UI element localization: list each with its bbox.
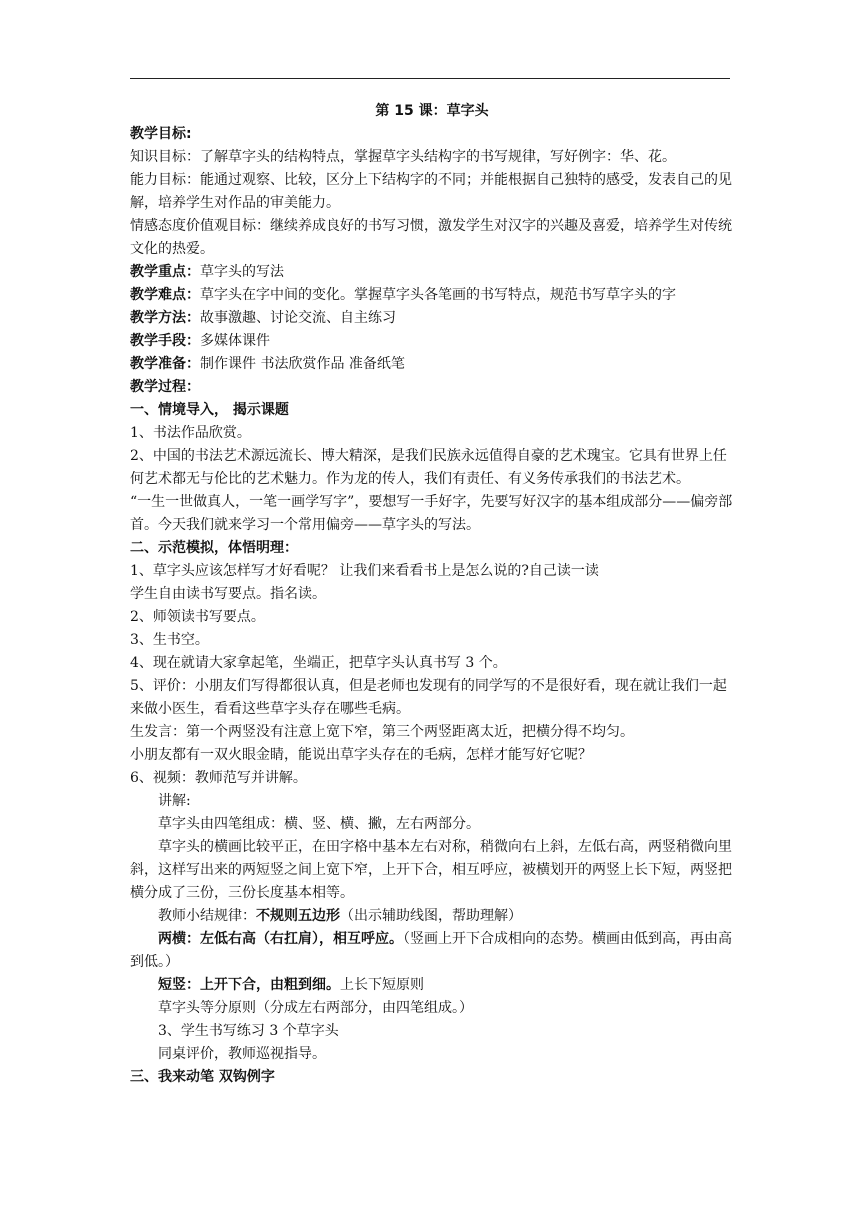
section1-line: “一生一世做真人，一笔一画学写字”，要想写一手好字，先要写好汉字的基本组成部分——偏旁部首。今天我们就来学习一个常用偏旁——草字头的写法。 [130,494,733,533]
section2-line: 6、视频：教师范写并讲解。 [130,770,307,786]
section2-line: 1、草字头应该怎样写才好看呢？ 让我们来看看书上是怎么说的?自己读一读 [130,563,599,579]
summary-suffix: （出示辅助线图，帮助理解） [340,908,522,924]
section1-line: 2、中国的书法艺术源远流长、博大精深，是我们民族永远值得自豪的艺术瑰宝。它具有世界上任何艺术都无与伦比的艺术魅力。作为龙的传人，我们有责任、有义务传承我们的书法艺术。 [130,448,727,487]
rule-horizontal-text: （竖画上开下合成相向的态势。横画由低到高，再由高到低。） [130,931,732,970]
section3-heading: 三、我来动笔 双钩例字 [130,1069,275,1085]
preparation [130,353,734,376]
section2-line: 3、生书空。 [130,632,209,648]
difficulty-text: 草字头在字中间的变化。掌握草字头各笔画的书写特点，规范书写草字头的字 [200,287,676,303]
key-point-text: 草字头的写法 [200,264,284,280]
method-text: 故事激趣、讨论交流、自主练习 [200,310,396,326]
ability-objective: 能力目标：能通过观察、比较，区分上下结构字的不同；并能根据自己独特的感受，发表自己的见解，培养学生对作品的审美能力。 [130,172,732,211]
section2-line: 生发言：第一个两竖没有注意上宽下窄，第三个两竖距离太近，把横分得不均匀。 [130,724,634,740]
summary-prefix: 教师小结规律： [158,908,256,924]
preparation-label: 教学准备： [130,356,200,372]
means-text: 多媒体课件 [200,333,270,349]
summary-bold: 不规则五边形 [256,908,340,924]
practice-line: 3、学生书写练习 3 个草字头 [158,1023,339,1039]
method [130,307,734,330]
header-rule [130,78,730,79]
section1-line: 1、书法作品欣赏。 [130,425,251,441]
explain-strokes: 草字头由四笔组成：横、竖、横、撇，左右两部分。 [158,816,480,832]
preparation-text: 制作课件 书法欣赏作品 准备纸笔 [200,356,405,372]
means [130,330,734,353]
section2-line: 5、评价：小朋友们写得都很认真，但是老师也发现有的同学写的不是很好看，现在就让我们一起来做小医生，看看这些草字头存在哪些毛病。 [130,678,727,717]
section2-line: 2、师领读书写要点。 [130,609,265,625]
means-label: 教学手段： [130,333,200,349]
rule-vertical-bold: 短竖：上开下合，由粗到细。 [158,977,340,993]
rule-horizontal-bold: 两横：左低右高（右扛肩），相互呼应。 [158,931,403,947]
section1-heading: 一、情境导入， 揭示课题 [130,402,289,418]
section2-line: 学生自由读书写要点。指名读。 [130,586,326,602]
key-point-label: 教学重点： [130,264,200,280]
objectives-heading: 教学目标: [130,126,192,142]
rule-horizontal [130,928,734,974]
page-title: 第 15 课：草字头 [375,103,489,119]
explain-detail: 草字头的横画比较平正，在田字格中基本左右对称，稍微向右上斜，左低右高，两竖稍微向里斜，这样写出来的两短竖之间上宽下窄，上开下合，相互呼应，被横划开的两竖上长下短，两竖把横分成了三份，三份长度基本相等。 [130,839,732,901]
peer-eval-line: 同桌评价，教师巡视指导。 [158,1046,326,1062]
process-heading: 教学过程： [130,379,200,395]
rule-vertical-text: 上长下短原则 [340,977,424,993]
difficulty [130,284,734,307]
section2-line: 小朋友都有一双火眼金睛，能说出草字头存在的毛病，怎样才能写好它呢？ [130,747,592,763]
rule-equal: 草字头等分原则（分成左右两部分，由四笔组成。） [158,1000,473,1016]
difficulty-label: 教学难点： [130,287,200,303]
knowledge-objective: 知识目标：了解草字头的结构特点，掌握草字头结构字的书写规律，写好例字：华、花。 [130,149,676,165]
document-body [130,100,734,1089]
section2-line: 4、现在就请大家拿起笔，坐端正，把草字头认真书写 3 个。 [130,655,507,671]
rule-vertical [130,974,734,997]
key-point [130,261,734,284]
teacher-summary [130,905,734,928]
explain-label: 讲解: [158,793,191,809]
method-label: 教学方法： [130,310,200,326]
section2-heading: 二、示范模拟，体悟明理： [130,540,298,556]
emotion-objective: 情感态度价值观目标：继续养成良好的书写习惯，激发学生对汉字的兴趣及喜爱，培养学生对传统文化的热爱。 [130,218,732,257]
